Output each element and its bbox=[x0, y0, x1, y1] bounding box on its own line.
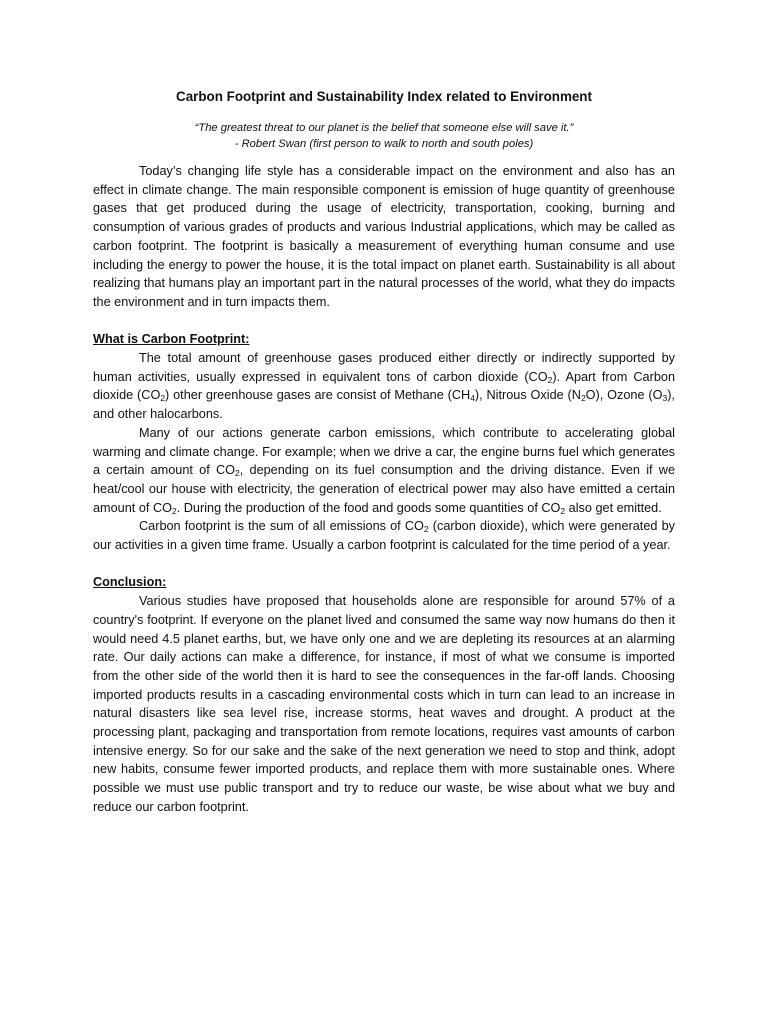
subscript: 2 bbox=[547, 374, 553, 385]
text-run: Carbon footprint is the sum of all emissions of CO bbox=[139, 519, 424, 534]
intro-paragraph: Today’s changing life style has a considerable impact on the environment and also has an effect in climate change. The main responsible component is emission of huge quantity of greenhouse gases that get produced during the usage of electricity, transportation, cooking, burning and consumption of various grades of products and various Industrial applications, which may be called as carbon footprint. The footprint is basically a measurement of everything human consume and use including the energy to power the house, it is the total impact on planet earth. Sustainability is all about realizing that humans play an important part in the natural processes of the world, what they do impacts the environment and in turn impacts them. bbox=[93, 164, 675, 309]
subscript: 2 bbox=[171, 505, 177, 516]
text-run: ), and other halocarbons. bbox=[93, 388, 675, 422]
text-run: (carbon dioxide), which were generated by our activities in a given time frame. Usually a carbon footprint is calculated for the time period of a year. bbox=[93, 519, 675, 553]
conclusion-paragraph: Various studies have proposed that households alone are responsible for around 57% of a country's footprint. If everyone on the planet lived and consumed the same way now humans do then it would need 4.5 planet earths, but, we have only one and we are depleting its resources at an alarming rate. Our daily actions can make a difference, for instance, if most of what we consume is imported from the other side of the world then it is hard to see the consequences in the far-off lands. Choosing imported products results in a cascading environmental costs which in turn can lead to an increase in natural disasters like sea level rise, increase storms, heat waves and drought. A product at the processing plant, packaging and transportation from remote locations, requires vast amounts of carbon intensive energy. So for our sake and the sake of the next generation we need to stop and think, adopt new habits, consume fewer imported products, and replace them with more sustainable ones. Where possible we must use public transport and try to reduce our waste, be wise about what we buy and reduce our carbon footprint. bbox=[93, 594, 675, 814]
quote-text: “The greatest threat to our planet is the belief that someone else will save it.” bbox=[194, 122, 574, 134]
carbon-footprint-paragraph-2 bbox=[93, 424, 675, 518]
quote-attribution: - Robert Swan (first person to walk to north and south poles) bbox=[234, 138, 534, 150]
document-title: Carbon Footprint and Sustainability Index related to Environment bbox=[176, 89, 592, 104]
text-run: Many of our actions generate carbon emissions, which contribute to accelerating global warming and climate change. For example; when we drive a car, the engine burns fuel which generates a certain amount of CO bbox=[93, 425, 675, 478]
subscript: 3 bbox=[662, 393, 668, 404]
text-run: ) other greenhouse gases are consist of Methane (CH bbox=[165, 388, 471, 403]
subscript: 4 bbox=[470, 393, 475, 404]
carbon-footprint-paragraph-3 bbox=[93, 517, 675, 554]
text-run: . During the production of the food and goods some quantities of CO bbox=[176, 500, 561, 515]
subscript: 2 bbox=[423, 524, 429, 535]
subscript: 2 bbox=[580, 393, 586, 404]
text-run: ). Apart from Carbon dioxide (CO bbox=[93, 369, 676, 403]
text-run: also get emitted. bbox=[565, 500, 662, 515]
section-heading-carbon-footprint: What is Carbon Footprint: bbox=[93, 332, 250, 347]
text-run: The total amount of greenhouse gases produced either directly or indirectly supported by human activities, usually expressed in equivalent tons of carbon dioxide (CO bbox=[93, 351, 675, 384]
subscript: 2 bbox=[235, 468, 240, 479]
subscript: 2 bbox=[560, 505, 566, 516]
text-run: O), Ozone (O bbox=[585, 388, 663, 403]
text-run: , depending on its fuel consumption and the driving distance. Even if we heat/cool our house with electricity, the generation of electrical power may also have emitted a certain amount of CO bbox=[93, 463, 675, 515]
carbon-footprint-paragraph-1 bbox=[93, 349, 675, 424]
section-heading-conclusion: Conclusion: bbox=[93, 575, 167, 590]
subscript: 2 bbox=[160, 393, 166, 404]
text-run: ), Nitrous Oxide (N bbox=[474, 388, 581, 403]
epigraph bbox=[93, 120, 675, 152]
